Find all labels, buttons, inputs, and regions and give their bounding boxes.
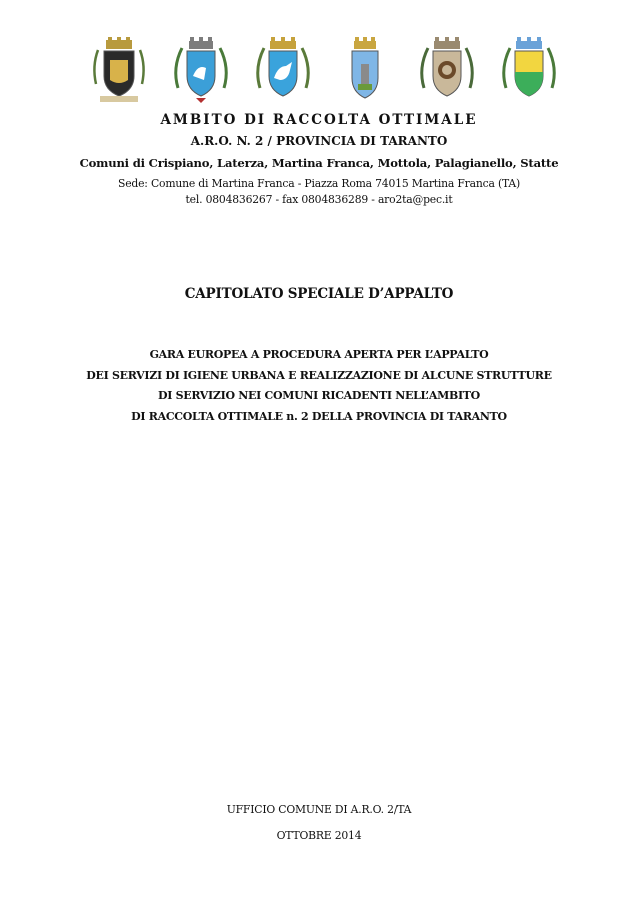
municipal-crests-row (88, 36, 558, 108)
statte-crest-icon (498, 36, 560, 106)
footer-office: UFFICIO COMUNE DI A.R.O. 2/TA (226, 803, 412, 816)
document-title: CAPITOLATO SPECIALE D’APPALTO (184, 286, 454, 302)
crispiano-crest-icon (88, 36, 150, 106)
description-line: DEI SERVIZI DI IGIENE URBANA E REALIZZAZIONE DI ALCUNE STRUTTURE (86, 369, 552, 382)
header-sede: Sede: Comune di Martina Franca - Piazza Roma 74015 Martina Franca (TA) (118, 177, 520, 190)
header-contacts: tel. 0804836267 - fax 0804836289 - aro2ta@pec.it (185, 193, 453, 206)
header-comuni: Comuni di Crispiano, Laterza, Martina Franca, Mottola, Palagianello, Statte (79, 156, 559, 170)
mottola-crest-icon (334, 36, 396, 106)
footer-date: OTTOBRE 2014 (276, 829, 362, 842)
description-line: DI RACCOLTA OTTIMALE n. 2 DELLA PROVINCIA DI TARANTO (131, 410, 507, 423)
laterza-crest-icon (170, 36, 232, 106)
header-title: AMBITO DI RACCOLTA OTTIMALE (160, 112, 478, 128)
palagianello-crest-icon (416, 36, 478, 106)
header-subtitle: A.R.O. N. 2 / PROVINCIA DI TARANTO (190, 134, 448, 148)
martina-franca-crest-icon (252, 36, 314, 106)
description-line: GARA EUROPEA A PROCEDURA APERTA PER L’APPALTO (149, 348, 489, 361)
description-line: DI SERVIZIO NEI COMUNI RICADENTI NELL’AMBITO (158, 389, 480, 402)
